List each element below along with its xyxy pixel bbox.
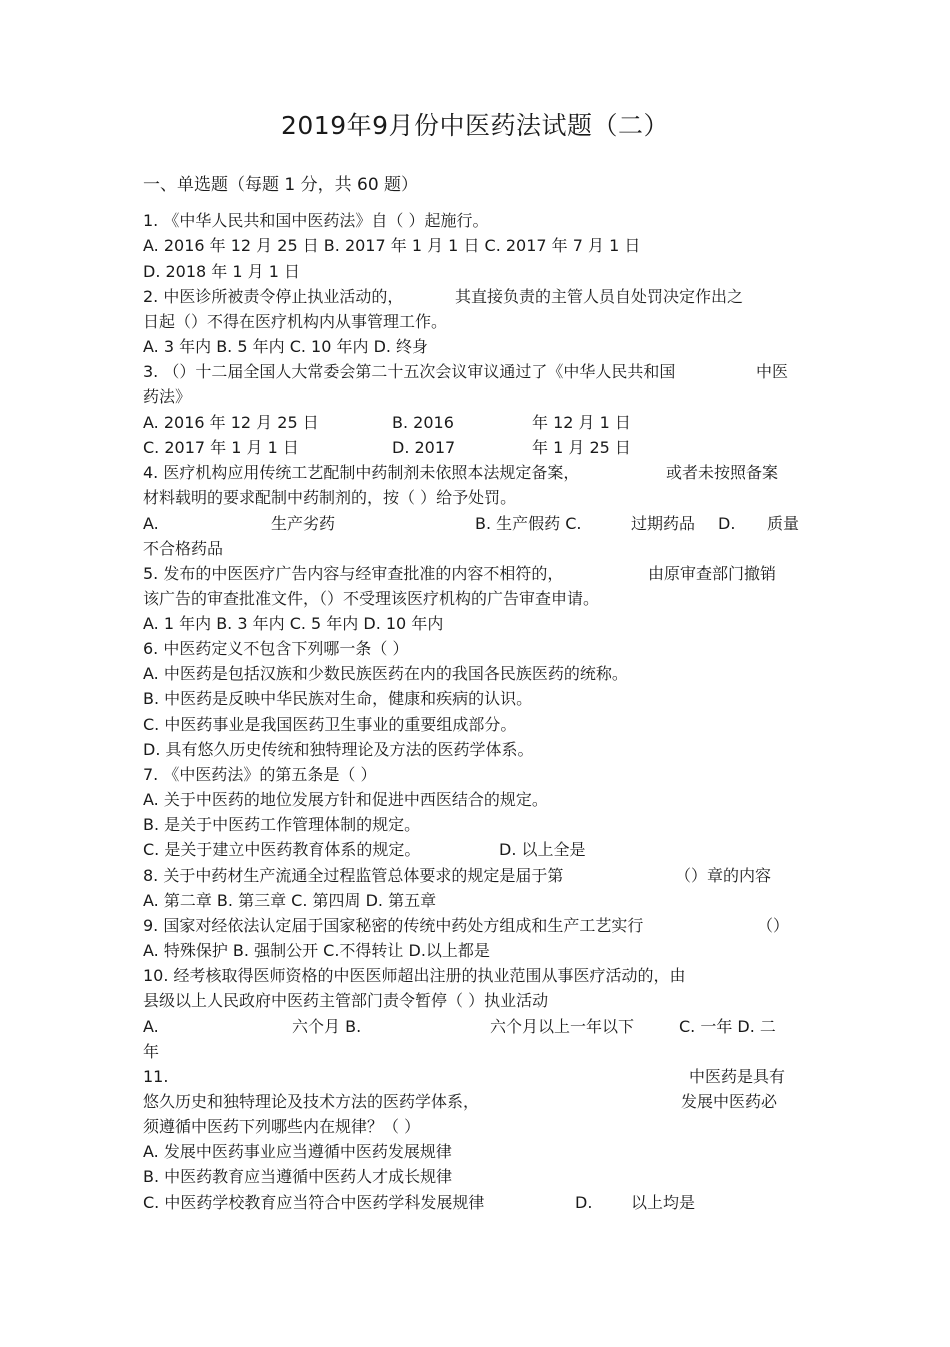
text-segment: D. 2018 年 1 月 1 日 — [143, 262, 301, 281]
text-line — [143, 259, 808, 284]
text-line — [143, 737, 808, 762]
text-line — [143, 284, 808, 309]
text-segment: B. 中医药是反映中华民族对生命，健康和疾病的认识。 — [143, 689, 533, 708]
text-line — [143, 787, 808, 812]
text-line — [143, 712, 808, 737]
text-segment: 不合格药品 — [143, 539, 224, 558]
text-segment: 生产劣药 — [271, 514, 336, 533]
text-segment: 10. 经考核取得医师资格的中医医师超出注册的执业范围从事医疗活动的，由 — [143, 966, 686, 985]
text-line — [143, 410, 808, 435]
text-line — [143, 913, 808, 938]
text-segment: B. 中医药教育应当遵循中医药人才成长规律 — [143, 1167, 453, 1186]
text-line — [143, 233, 808, 258]
text-line — [143, 384, 808, 409]
text-segment: C. 2017 年 1 月 1 日 — [143, 438, 299, 457]
text-segment: 悠久历史和独特理论及技术方法的医药学体系， — [143, 1092, 480, 1111]
text-segment: A. 发展中医药事业应当遵循中医药发展规律 — [143, 1142, 452, 1161]
text-segment: D. — [575, 1193, 593, 1212]
text-segment: 8. 关于中药材生产流通全过程监管总体要求的规定是届于第 — [143, 866, 564, 885]
text-line — [143, 561, 808, 586]
text-segment: A. 2016 年 12 月 25 日 — [143, 413, 319, 432]
text-segment: B. 生产假药 C. — [475, 514, 582, 533]
text-segment: （）章的内容 — [675, 866, 772, 885]
text-line — [143, 1064, 808, 1089]
text-line — [143, 686, 808, 711]
text-line — [143, 1014, 808, 1039]
text-line — [143, 963, 808, 988]
text-line — [143, 611, 808, 636]
text-line — [143, 309, 808, 334]
text-segment: 9. 国家对经依法认定届于国家秘密的传统中药处方组成和生产工艺实行 — [143, 916, 644, 935]
text-segment: 日起（）不得在医疗机构内从事管理工作。 — [143, 312, 448, 331]
text-segment: 6. 中医药定义不包含下列哪一条（ ） — [143, 639, 409, 658]
text-segment: 六个月以上一年以下 — [490, 1017, 635, 1036]
text-segment: C. 是关于建立中医药教育体系的规定。 — [143, 840, 421, 859]
text-line — [143, 334, 808, 359]
text-segment: 材料载明的要求配制中药制剂的，按（ ）给予处罚。 — [143, 488, 517, 507]
text-segment: A. 1 年内 B. 3 年内 C. 5 年内 D. 10 年内 — [143, 614, 444, 633]
text-segment: 年 12 月 1 日 — [532, 413, 631, 432]
text-line — [143, 1190, 808, 1215]
text-line — [143, 1139, 808, 1164]
section-heading: 一、单选题（每题 1 分，共 60 题） — [143, 175, 419, 195]
text-segment: A. — [143, 514, 159, 533]
text-segment: C. 一年 D. 二 — [679, 1017, 776, 1036]
text-segment: 质量 — [767, 514, 800, 533]
text-segment: 年 1 月 25 日 — [532, 438, 631, 457]
text-segment: B. 是关于中医药工作管理体制的规定。 — [143, 815, 421, 834]
text-segment: 须遵循中医药下列哪些内在规律？（ ） — [143, 1117, 421, 1136]
text-segment: 11. — [143, 1067, 169, 1086]
text-segment: 该广告的审查批准文件，（）不受理该医疗机构的广告审查申请。 — [143, 589, 600, 608]
text-segment: 或者未按照备案 — [666, 463, 779, 482]
text-line — [143, 536, 808, 561]
text-segment: A. 第二章 B. 第三章 C. 第四周 D. 第五章 — [143, 891, 437, 910]
text-segment: 其直接负责的主管人员自处罚决定作出之 — [455, 287, 744, 306]
text-line — [143, 1164, 808, 1189]
text-segment: 年 — [143, 1042, 160, 1061]
text-line — [143, 661, 808, 686]
text-line — [143, 460, 808, 485]
text-segment: 7. 《中医药法》的第五条是（ ） — [143, 765, 377, 784]
text-line — [143, 1089, 808, 1114]
text-segment: C. 中医药学校教育应当符合中医药学科发展规律 — [143, 1193, 485, 1212]
text-segment: B. 2016 — [392, 413, 454, 432]
text-segment: A. 中医药是包括汉族和少数民族医药在内的我国各民族医药的统称。 — [143, 664, 628, 683]
text-segment: 中医药是具有 — [689, 1067, 786, 1086]
text-segment: D. — [718, 514, 736, 533]
text-segment: D. 以上全是 — [499, 840, 586, 859]
text-line — [143, 636, 808, 661]
text-line — [143, 1039, 808, 1064]
text-segment: 由原审查部门撤销 — [648, 564, 777, 583]
text-line — [143, 511, 808, 536]
text-segment: 4. 医疗机构应用传统工艺配制中药制剂未依照本法规定备案， — [143, 463, 580, 482]
text-segment: 县级以上人民政府中医药主管部门责令暂停（ ）执业活动 — [143, 991, 549, 1010]
text-line — [143, 1114, 808, 1139]
text-segment: C. 中医药事业是我国医药卫生事业的重要组成部分。 — [143, 715, 517, 734]
text-segment: A. 3 年内 B. 5 年内 C. 10 年内 D. 终身 — [143, 337, 429, 356]
text-segment: 5. 发布的中医医疗广告内容与经审查批准的内容不相符的， — [143, 564, 564, 583]
text-segment: A. 特殊保护 B. 强制公开 C.不得转让 D.以上都是 — [143, 941, 490, 960]
text-segment: 过期药品 — [631, 514, 696, 533]
text-line — [143, 485, 808, 510]
text-line — [143, 359, 808, 384]
text-line — [143, 762, 808, 787]
text-segment: A. — [143, 1017, 159, 1036]
text-line — [143, 837, 808, 862]
text-segment: A. 2016 年 12 月 25 日 B. 2017 年 1 月 1 日 C. 2017 年 7 月 1 日 — [143, 236, 641, 255]
text-segment: 中医 — [756, 362, 789, 381]
text-line — [143, 586, 808, 611]
text-segment: 药法》 — [143, 387, 192, 406]
text-line — [143, 938, 808, 963]
text-line — [143, 435, 808, 460]
text-segment: 2. 中医诊所被责令停止执业活动的， — [143, 287, 404, 306]
text-segment: D. 具有悠久历史传统和独特理论及方法的医药学体系。 — [143, 740, 534, 759]
text-segment: 3. （）十二届全国人大常委会第二十五次会议审议通过了《中华人民共和国 — [143, 362, 676, 381]
text-segment: （） — [757, 916, 790, 935]
text-segment: 以上均是 — [631, 1193, 696, 1212]
text-line — [143, 812, 808, 837]
text-segment: 发展中医药必 — [681, 1092, 778, 1111]
text-line — [143, 863, 808, 888]
document-title: 2019年9月份中医药法试题（二） — [280, 111, 670, 140]
text-line — [143, 208, 808, 233]
text-line — [143, 888, 808, 913]
text-segment: 六个月 B. — [292, 1017, 362, 1036]
text-segment: D. 2017 — [392, 438, 456, 457]
text-line — [143, 988, 808, 1013]
text-segment: 1. 《中华人民共和国中医药法》自（ ）起施行。 — [143, 211, 489, 230]
text-segment: A. 关于中医药的地位发展方针和促进中西医结合的规定。 — [143, 790, 548, 809]
